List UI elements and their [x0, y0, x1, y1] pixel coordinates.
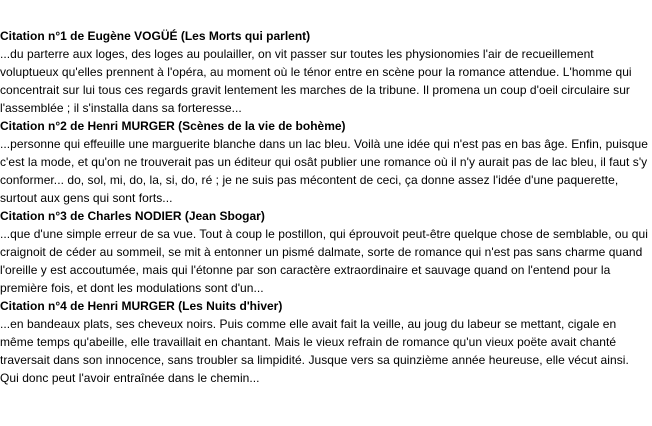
citation-1 [0, 27, 650, 117]
citation-3 [0, 207, 650, 297]
citation-title: Citation n°1 de Eugène VOGÜÉ (Les Morts qui parlent) [0, 29, 311, 43]
citation-4 [0, 297, 650, 387]
citation-title: Citation n°2 de Henri MURGER (Scènes de la vie de bohème) [0, 119, 346, 133]
citation-text: ...que d'une simple erreur de sa vue. Tout à coup le postillon, qui éprouvoit peut-être quelque chose de semblable, ou qui craignoit de céder au sommeil, se mit à entonner un pismé dalmate, sorte de romance qui n'est pas sans charme quand l'oreille y est accoutumée, mais qui l'étonne par son caractère extraordinaire et sauvage quand on l'entend pour la première fois, et dont les modulations sont d'un... [0, 227, 648, 295]
citation-2 [0, 117, 650, 207]
citation-text: ...du parterre aux loges, des loges au poulailler, on vit passer sur toutes les physionomies l'air de recueillement voluptueux qu'elles prennent à l'opéra, au moment où le ténor entre en scène pour la romance attendue. L'homme qui concentrait sur lui tous ces regards gravit lentement les marches de la tribune. Il promena un coup d'oeil circulaire sur l'assemblée ; il s'installa dans sa forteresse... [0, 47, 632, 115]
citation-title: Citation n°3 de Charles NODIER (Jean Sbogar) [0, 209, 265, 223]
citation-title: Citation n°4 de Henri MURGER (Les Nuits d'hiver) [0, 299, 283, 313]
citation-text: ...personne qui effeuille une marguerite blanche dans un lac bleu. Voilà une idée qui n'est pas en bas âge. Enfin, puisque c'est la mode, et qu'on ne trouverait pas un éditeur qui osât publier une romance où il n'y aurait pas de lac bleu, il faut s'y conformer... do, sol, mi, do, la, si, do, ré ; je ne suis pas mécontent de ceci, ça donne assez l'idée d'une paquerette, surtout aux gens qui sont forts... [0, 137, 648, 205]
citation-text: ...en bandeaux plats, ses cheveux noirs. Puis comme elle avait fait la veille, au joug du labeur se mettant, cigale en même temps qu'abeille, elle travaillait en chantant. Mais le vieux refrain de romance qu'un vieux poëte avait chanté traversait dans son innocence, sans troubler sa limpidité. Jusque vers sa quinzième année heureuse, elle vécut ainsi. Qui donc peut l'avoir entraînée dans le chemin... [0, 317, 629, 385]
